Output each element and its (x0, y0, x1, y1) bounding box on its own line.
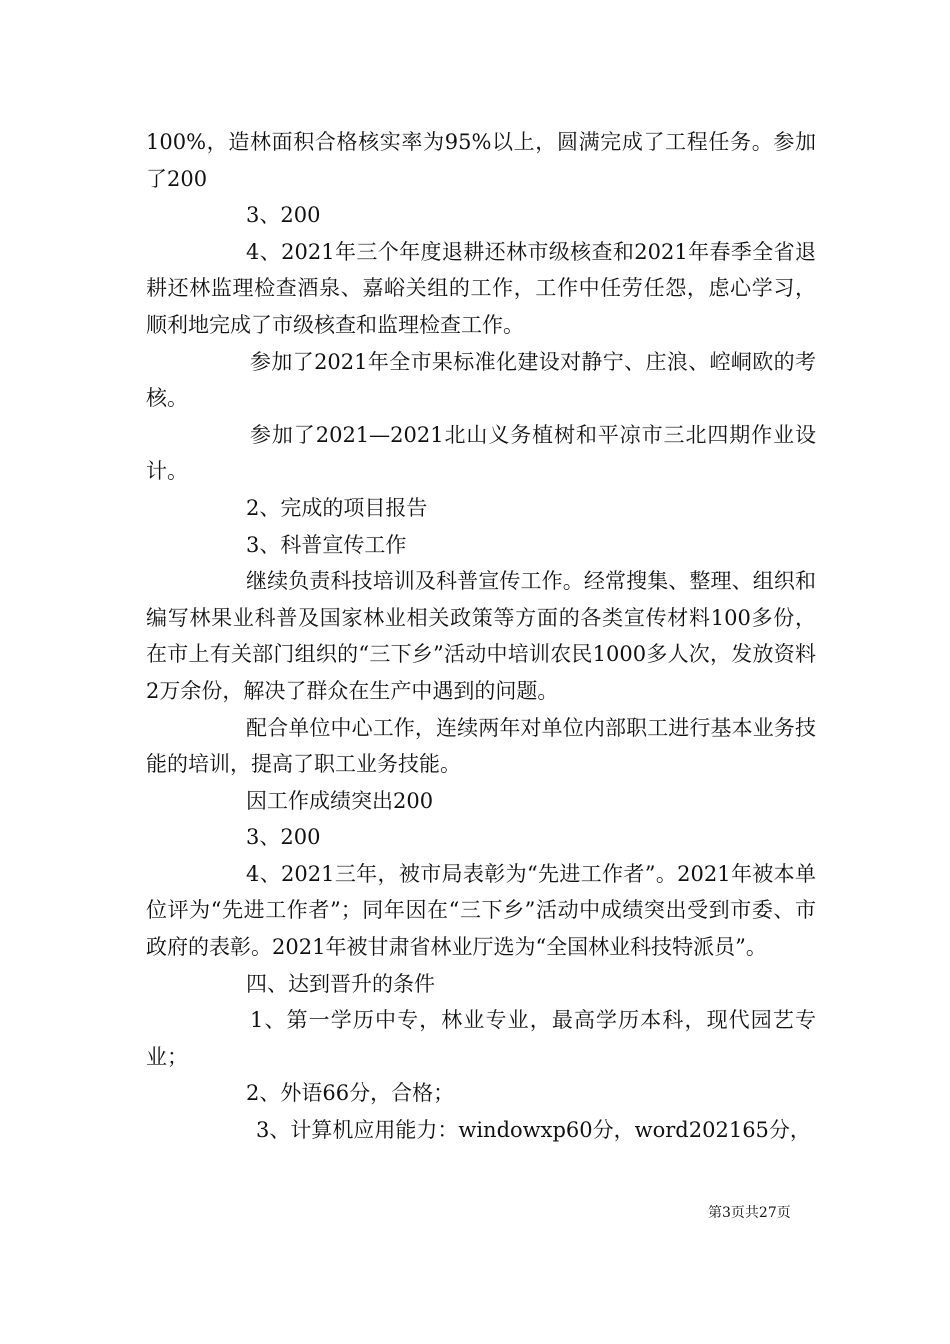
paragraph-12: 4、2021三年，被市局表彰为“先进工作者”。2021年被本单位评为“先进工作者”；同年因在“三下乡”活动中成绩突出受到市委、市政府的表彰。2021年被甘肃省林业厅选为“全国林业科技特派员”。 (146, 861, 816, 960)
paragraph-5: 参加了2021—2021北山义务植树和平凉市三北四期作业设计。 (146, 422, 816, 484)
paragraph-11: 3、200 (246, 825, 321, 850)
paragraph-3: 4、2021年三个年度退耕还林市级核查和2021年春季全省退耕还林监理检查酒泉、嘉峪关组的工作，工作中任劳任怨，虑心学习，顺利地完成了市级核查和监理检查工作。 (146, 239, 816, 337)
paragraph-6: 2、完成的项目报告 (246, 495, 428, 520)
paragraph-15: 2、外语66分，合格； (246, 1081, 455, 1106)
paragraph-14: 1、第一学历中专，林业专业，最高学历本科，现代园艺专业； (146, 1008, 816, 1069)
paragraph-10: 因工作成绩突出200 (246, 788, 434, 813)
paragraph-4: 参加了2021年全市果标准化建设对静宁、庄浪、崆峒欧的考核。 (146, 349, 816, 411)
paragraph-13: 四、达到晋升的条件 (246, 971, 435, 996)
page-number-footer: 第3页共27页 (708, 1205, 791, 1221)
paragraph-8: 继续负责科技培训及科普宣传工作。经常搜集、整理、组织和编写林果业科普及国家林业相关政策等方面的各类宣传材料100多份，在市上有关部门组织的“三下乡”活动中培训农民1000多人次，发放资料2万余份，解决了群众在生产中遇到的问题。 (146, 569, 816, 703)
paragraph-1: 100%，造林面积合格核实率为95%以上，圆满完成了工程任务。参加了200 (146, 130, 816, 191)
paragraph-16: 3、计算机应用能力：windowxp60分，word202165分， (256, 1118, 811, 1143)
paragraph-9: 配合单位中心工作，连续两年对单位内部职工进行基本业务技能的培训，提高了职工业务技能。 (146, 715, 816, 777)
paragraph-2: 3、200 (246, 203, 321, 228)
document-body (146, 124, 816, 1149)
paragraph-7: 3、科普宣传工作 (246, 532, 407, 557)
